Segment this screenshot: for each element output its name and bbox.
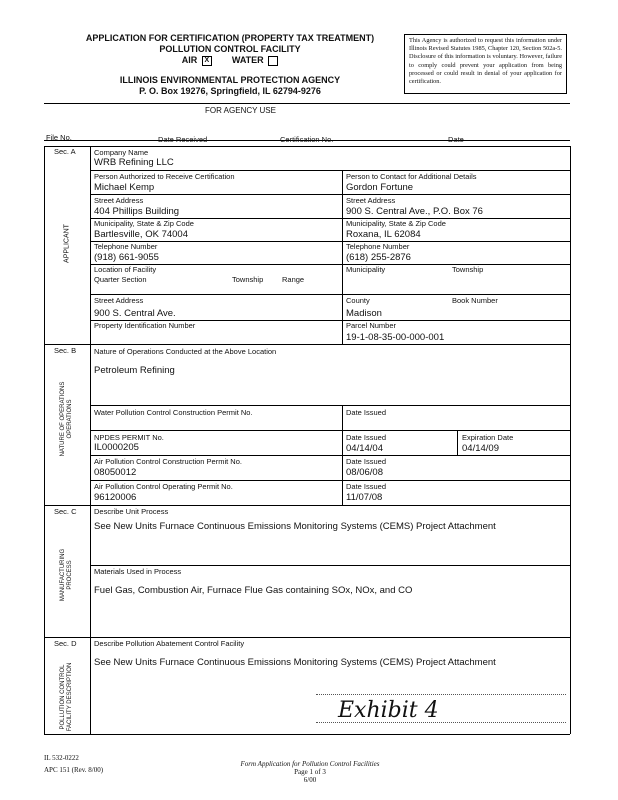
agency-address: P. O. Box 19276, Springfield, IL 62794-9276 (139, 86, 321, 96)
date-issued-label-1: Date Issued (346, 408, 387, 417)
township-label: Township (232, 275, 264, 284)
page-number: Page 1 of 3 (294, 768, 326, 776)
water-label: WATER (231, 55, 264, 65)
abatement-label: Describe Pollution Abatement Control Facility (94, 639, 245, 648)
npdes-date: 04/14/04 (346, 443, 383, 454)
city1: Bartlesville, OK 74004 (94, 229, 188, 240)
township2-label: Township (452, 265, 484, 274)
person-cert: Michael Kemp (94, 182, 155, 193)
street3-label: Street Address (94, 296, 144, 305)
expiration-label: Expiration Date (462, 433, 514, 442)
media-checkboxes (60, 55, 400, 66)
date-issued-label-4: Date Issued (346, 482, 387, 491)
phone1-label: Telephone Number (94, 242, 158, 251)
agency-name: ILLINOIS ENVIRONMENTAL PROTECTION AGENCY (119, 75, 341, 85)
materials-label: Materials Used in Process (94, 567, 182, 576)
privacy-notice: This Agency is authorized to request this information under Illinois Revised Statutes 1985, Chapter 120, Section 502a-5. Disclosure of this information is voluntary. However, failure to comply could prevent your application from being processed or could result in denial of your application for certification. (404, 34, 567, 94)
county-label: County (346, 296, 370, 305)
section-a-side-label: APPLICANT (63, 224, 71, 263)
air-construct-label: Air Pollution Control Construction Permit No. (94, 457, 242, 466)
form-number: IL 532-0222 (44, 754, 79, 762)
pin-label: Property Identification Number (94, 321, 196, 330)
city2-label: Municipality, State & Zip Code (346, 219, 446, 228)
form-subtitle: POLLUTION CONTROL FACILITY (159, 44, 301, 54)
npdes-label: NPDES PERMIT No. (94, 433, 164, 442)
form-title: APPLICATION FOR CERTIFICATION (PROPERTY TAX TREATMENT) (85, 33, 375, 43)
nature-of-operations: Petroleum Refining (94, 365, 175, 376)
apc-number: APC 151 (Rev. 8/00) (44, 766, 104, 774)
street2-label: Street Address (346, 196, 396, 205)
street3: 900 S. Central Ave. (94, 308, 176, 319)
street2: 900 S. Central Ave., P.O. Box 76 (346, 206, 483, 217)
expiration-date: 04/14/09 (462, 443, 499, 454)
section-d-side-label: POLLUTION CONTROL FACILITY DESCRIPTION (60, 662, 73, 732)
exhibit-handwriting: Exhibit 4 (338, 698, 439, 723)
air-label: AIR (181, 55, 198, 65)
materials: Fuel Gas, Combustion Air, Furnace Flue Gas containing SOx, NOx, and CO (94, 585, 413, 596)
parcel-number: 19-1-08-35-00-000-001 (346, 332, 445, 343)
unit-process-label: Describe Unit Process (94, 507, 169, 516)
phone2: (618) 255-2876 (346, 252, 411, 263)
footer-date: 6/00 (303, 776, 317, 784)
phone1: (918) 661-9055 (94, 252, 159, 263)
parcel-label: Parcel Number (346, 321, 397, 330)
water-permit-label: Water Pollution Control Construction Permit No. (94, 408, 253, 417)
water-checkbox[interactable] (268, 56, 278, 66)
air-operate-number: 96120006 (94, 492, 137, 503)
unit-process: See New Units Furnace Continuous Emissions Monitoring Systems (CEMS) Project Attachment (94, 521, 496, 532)
air-operate-label: Air Pollution Control Operating Permit No. (94, 482, 233, 491)
person-contact-label: Person to Contact for Additional Details (346, 172, 477, 181)
company-name: WRB Refining LLC (94, 157, 174, 168)
npdes-number: IL0000205 (94, 442, 139, 453)
date-received-label: Date Received (158, 135, 208, 144)
air-construct-number: 08050012 (94, 467, 137, 478)
range-label: Range (282, 275, 305, 284)
company-name-label: Company Name (94, 148, 149, 157)
phone2-label: Telephone Number (346, 242, 410, 251)
city2: Roxana, IL 62084 (346, 229, 421, 240)
certification-no-label: Certification No. (280, 135, 334, 144)
section-b-side-label: NATURE OF OPERATIONS OPERATIONS (60, 381, 73, 457)
municipality-label: Municipality (346, 265, 386, 274)
book-number-label: Book Number (452, 296, 498, 305)
person-cert-label: Person Authorized to Receive Certification (94, 172, 235, 181)
section-a-label: Sec. A (54, 147, 76, 156)
air-operate-date: 11/07/08 (346, 492, 383, 503)
street1: 404 Phillips Building (94, 206, 180, 217)
section-c-side-label: MANUFACTURING PROCESS (60, 548, 73, 602)
agency-use-label: FOR AGENCY USE (205, 106, 276, 115)
nature-label: Nature of Operations Conducted at the Above Location (94, 347, 277, 356)
section-c-label: Sec. C (54, 507, 77, 516)
section-d-label: Sec. D (54, 639, 77, 648)
section-b-label: Sec. B (54, 346, 77, 355)
footer-form-title: Form Application for Pollution Control Facilities (240, 760, 380, 768)
person-contact: Gordon Fortune (346, 182, 414, 193)
city1-label: Municipality, State & Zip Code (94, 219, 194, 228)
abatement-description: See New Units Furnace Continuous Emissions Monitoring Systems (CEMS) Project Attachment (94, 657, 496, 668)
date-label: Date (448, 135, 464, 144)
air-construct-date: 08/06/08 (346, 467, 383, 478)
file-no-label: File No. (46, 133, 72, 142)
county: Madison (346, 308, 382, 319)
location-label: Location of Facility (94, 265, 157, 274)
quarter-section-label: Quarter Section (94, 275, 147, 284)
date-issued-label-2: Date Issued (346, 433, 387, 442)
date-issued-label-3: Date Issued (346, 457, 387, 466)
street1-label: Street Address (94, 196, 144, 205)
air-checkbox[interactable]: X (202, 56, 212, 66)
